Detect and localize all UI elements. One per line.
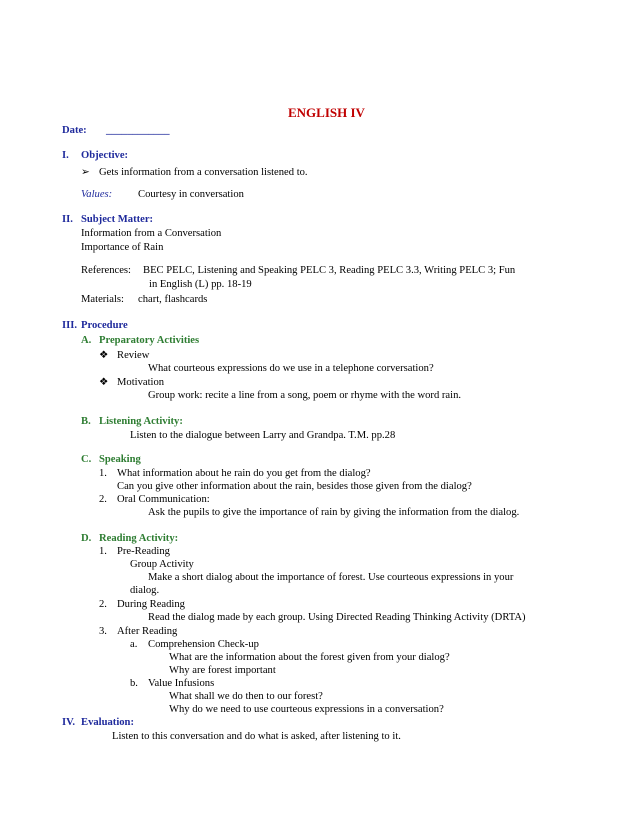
speaking-item-2: Oral Communication: <box>117 494 210 505</box>
date-label: Date: <box>62 125 87 136</box>
reading-item-3a-q2: Why are forest important <box>169 665 276 676</box>
evaluation-heading: Evaluation: <box>81 717 134 728</box>
review-text: What courteous expressions do we use in a telephone corversation? <box>148 363 434 374</box>
review-label: Review <box>117 350 150 361</box>
values-text: Courtesy in conversation <box>138 189 244 200</box>
section-number-objective: I. <box>62 150 69 161</box>
subsection-label-c: C. <box>81 454 92 465</box>
speaking-item-1: What information about he rain do you get from the dialog? <box>117 468 371 479</box>
objective-heading: Objective: <box>81 150 129 161</box>
reading-item-2-sub: Read the dialog made by each group. Using Directed Reading Thinking Activity (DRTA) <box>148 612 526 623</box>
materials-label: Materials: <box>81 294 124 305</box>
listening-heading: Listening Activity: <box>99 416 183 427</box>
reading-item-3b-q2: Why do we need to use courteous expressions in a conversation? <box>169 704 444 715</box>
speaking-item-1-number: 1. <box>99 468 107 479</box>
reading-item-3b: Value Infusions <box>148 678 215 689</box>
listening-text: Listen to the dialogue between Larry and Grandpa. T.M. pp.28 <box>130 430 396 441</box>
reading-item-2: During Reading <box>117 599 185 610</box>
reading-item-3a-label: a. <box>130 639 138 650</box>
diamond-bullet-icon: ❖ <box>99 350 109 361</box>
subject-line-2: Importance of Rain <box>81 242 164 253</box>
preparatory-heading: Preparatory Activities <box>99 335 200 346</box>
references-text-1: BEC PELC, Listening and Speaking PELC 3, Reading PELC 3.3, Writing PELC 3; Fun <box>143 265 516 276</box>
section-number-procedure: III. <box>62 320 78 331</box>
references-label: References: <box>81 265 131 276</box>
procedure-heading: Procedure <box>81 320 128 331</box>
reading-item-3: After Reading <box>117 626 178 637</box>
subsection-label-d: D. <box>81 533 92 544</box>
materials-text: chart, flashcards <box>138 294 208 305</box>
references-text-2: in English (L) pp. 18-19 <box>149 279 252 290</box>
subsection-label-b: B. <box>81 416 91 427</box>
date-blank: ____________ <box>106 125 170 136</box>
reading-item-1-sub-2: Make a short dialog about the importance of forest. Use courteous expressions in your <box>148 572 514 583</box>
arrow-bullet-icon: ➢ <box>81 167 90 178</box>
section-number-subject: II. <box>62 214 73 225</box>
speaking-heading: Speaking <box>99 454 141 465</box>
evaluation-text: Listen to this conversation and do what is asked, after listening to it. <box>112 731 401 742</box>
subject-line-1: Information from a Conversation <box>81 228 222 239</box>
motivation-text: Group work: recite a line from a song, poem or rhyme with the word rain. <box>148 390 462 401</box>
reading-item-1-number: 1. <box>99 546 107 557</box>
diamond-bullet-icon: ❖ <box>99 377 109 388</box>
reading-item-3b-q1: What shall we do then to our forest? <box>169 691 323 702</box>
speaking-item-1-cont: Can you give other information about the rain, besides those given from the dialog? <box>117 481 472 492</box>
document-title: ENGLISH IV <box>288 105 365 120</box>
values-label: Values: <box>81 189 113 200</box>
motivation-label: Motivation <box>117 377 165 388</box>
speaking-item-2-sub: Ask the pupils to give the importance of rain by giving the information from the dialog. <box>148 507 520 518</box>
reading-item-1: Pre-Reading <box>117 546 170 557</box>
speaking-item-2-number: 2. <box>99 494 107 505</box>
reading-item-1-sub-3: dialog. <box>130 585 160 596</box>
objective-item: Gets information from a conversation listened to. <box>99 167 308 178</box>
section-number-evaluation: IV. <box>62 717 76 728</box>
reading-item-3a: Comprehension Check-up <box>148 639 259 650</box>
reading-heading: Reading Activity: <box>99 533 179 544</box>
subsection-label-a: A. <box>81 335 92 346</box>
reading-item-3a-q1: What are the information about the forest given from your dialog? <box>169 652 450 663</box>
subject-heading: Subject Matter: <box>81 214 154 225</box>
reading-item-2-number: 2. <box>99 599 107 610</box>
reading-item-1-sub-1: Group Activity <box>130 559 194 570</box>
reading-item-3-number: 3. <box>99 626 107 637</box>
reading-item-3b-label: b. <box>130 678 138 689</box>
